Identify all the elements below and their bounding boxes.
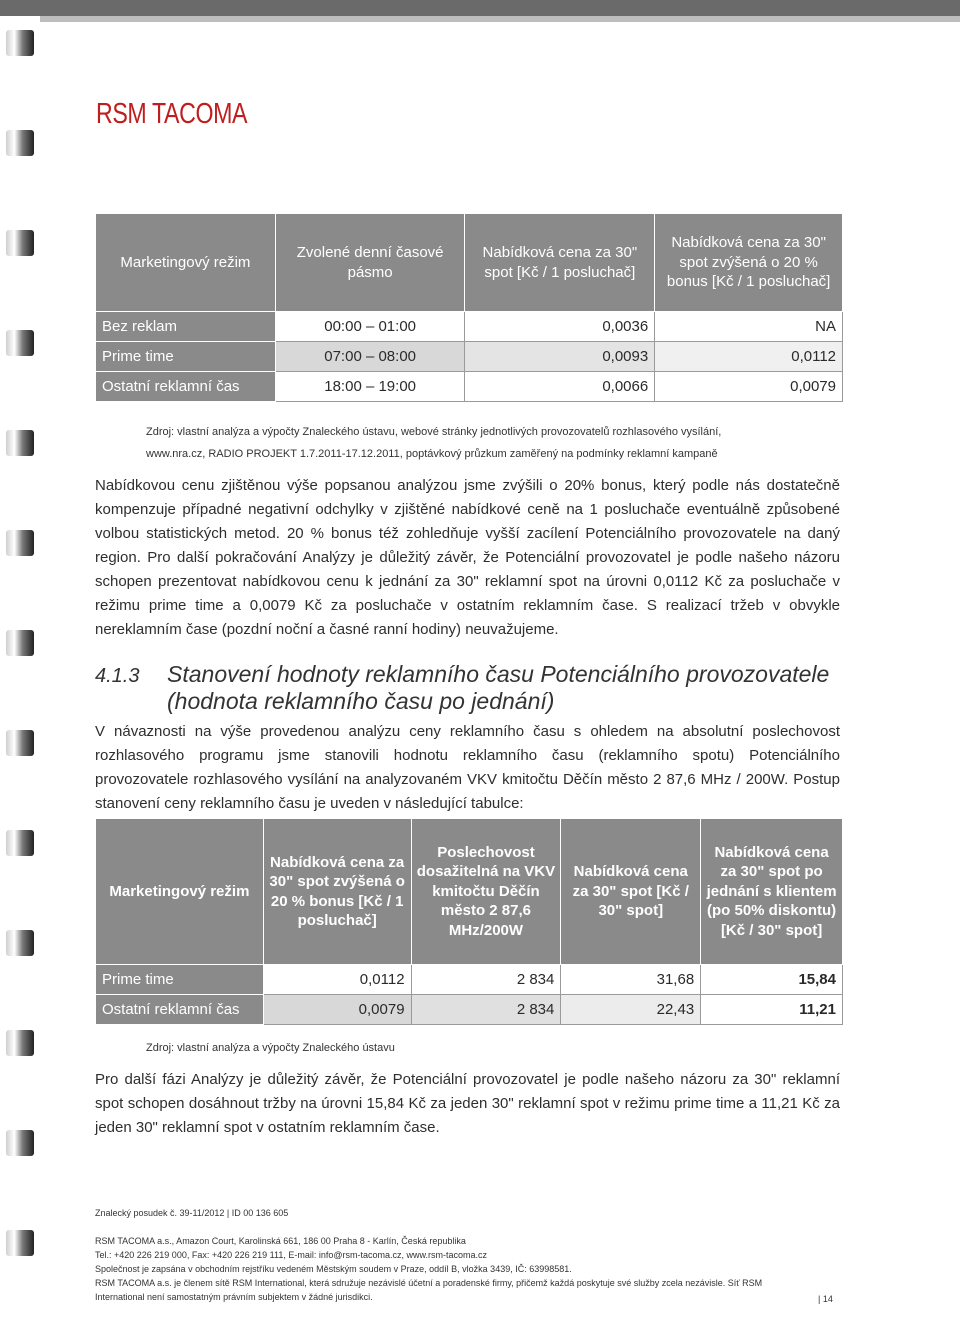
price-table (95, 213, 843, 402)
value-table (95, 818, 843, 1025)
cell: 2 834 (411, 965, 561, 995)
cell: 0,0079 (655, 372, 843, 402)
header-cell: Marketingový režim (96, 214, 276, 312)
page-number: | 14 (818, 1294, 833, 1304)
table-row (96, 995, 843, 1025)
footer-reference: Znalecký posudek č. 39-11/2012 | ID 00 136 605 (95, 1208, 289, 1218)
footer-contact: Tel.: +420 226 219 000, Fax: +420 226 219 111, E-mail: info@rsm-tacoma.cz, www.rsm-tacoma.cz (95, 1250, 487, 1260)
source-note-table2: Zdroj: vlastní analýza a výpočty Znaleckého ústavu (146, 1042, 395, 1054)
paragraph-method: V návaznosti na výše provedenou analýzu ceny reklamního času s ohledem na absolutní poslechovost rozhlasového programu jsme stanovili hodnotu reklamního času (reklamního spotu) Potenciálního provozovatele rozhlasového vysílání na analyzovaném VKV kmitočtu Děčín město 2 87,6 MHz / 200W. Postup stanovení ceny reklamního času je uveden v následující tabulce: (95, 723, 840, 812)
table-row (96, 312, 843, 342)
cell: 00:00 – 01:00 (275, 312, 465, 342)
row-label: Prime time (96, 342, 276, 372)
source-note-line1: Zdroj: vlastní analýza a výpočty Znaleckého ústavu, webové stránky jednotlivých provozovatelů rozhlasového vysílání, (146, 426, 722, 438)
row-label: Ostatní reklamní čas (96, 995, 264, 1025)
cell: NA (655, 312, 843, 342)
cell: 07:00 – 08:00 (275, 342, 465, 372)
row-label: Ostatní reklamní čas (96, 372, 276, 402)
header-cell: Marketingový režim (96, 819, 264, 965)
cell: 15,84 (701, 965, 843, 995)
header-cell: Nabídková cena za 30" spot po jednání s klientem (po 50% diskontu) [Kč / 30" spot] (701, 819, 843, 965)
header-cell: Nabídková cena za 30" spot [Kč / 1 posluchač] (465, 214, 655, 312)
header-cell: Poslechovost dosažitelná na VKV kmitočtu Děčín město 2 87,6 MHz/200W (411, 819, 561, 965)
table-row (96, 965, 843, 995)
cell: 0,0112 (263, 965, 411, 995)
header-cell: Nabídková cena za 30" spot [Kč / 30" spot] (561, 819, 701, 965)
section-number: 4.1.3 (95, 665, 140, 687)
cell: 31,68 (561, 965, 701, 995)
cell: 22,43 (561, 995, 701, 1025)
cell: 0,0079 (263, 995, 411, 1025)
source-note-line2: www.nra.cz, RADIO PROJEKT 1.7.2011-17.12.2011, poptávkový průzkum zaměřený na podmínky reklamní kampaně (146, 448, 718, 460)
rsm-tacoma-logo: RSM TACOMA (96, 98, 248, 130)
header-cell: Zvolené denní časové pásmo (275, 214, 465, 312)
paragraph-conclusion: Pro další fázi Analýzy je důležitý závěr, že Potenciální provozovatel je podle našeho názoru za 30" reklamní spot schopen dosáhnout tržby na úrovni 15,84 Kč za jeden 30" reklamní spot v režimu prime time a 11,21 Kč za jeden 30" reklamní spot v ostatním reklamním čase. (95, 1071, 840, 1136)
footer-legal: International není samostatným právním subjektem v žádné jurisdikci. (95, 1292, 373, 1302)
scan-top-bar-light (40, 16, 960, 22)
table-row (96, 342, 843, 372)
cell: 0,0093 (465, 342, 655, 372)
section-title-line1: Stanovení hodnoty reklamního času Potenciálního provozovatele (167, 661, 830, 687)
paragraph-bonus: Nabídkovou cenu zjištěnou výše popsanou analýzou jsme zvýšili o 20% bonus, který podle nás dostatečně kompenzuje případné negativní odchylky v zjištěné nabídkové ceně na 1 posluchače eventuálně způsobené volbou statistických metod. 20 % bonus též zohledňuje vyšší zacílení Potenciálního provozovatele na daný region. Pro další pokračování Analýzy je důležitý závěr, že Potenciální provozovatel je podle našeho názoru schopen prezentovat nabídkovou cenu k jednání za 30" reklamní spot na úrovni 0,0112 Kč za posluchače v režimu prime time a 0,0079 Kč za posluchače v ostatním reklamním čase. S realizací tržeb v obvykle nereklamním čase (pozdní noční a časné ranní hodiny) neuvažujeme. (95, 477, 840, 638)
section-title-line2: (hodnota reklamního času po jednání) (167, 688, 555, 714)
cell: 0,0112 (655, 342, 843, 372)
row-label: Bez reklam (96, 312, 276, 342)
table-row (96, 372, 843, 402)
cell: 2 834 (411, 995, 561, 1025)
cell: 11,21 (701, 995, 843, 1025)
cell: 0,0036 (465, 312, 655, 342)
header-cell: Nabídková cena za 30" spot zvýšená o 20 % bonus [Kč / 1 posluchač] (263, 819, 411, 965)
binding-rings (0, 30, 40, 1330)
row-label: Prime time (96, 965, 264, 995)
cell: 0,0066 (465, 372, 655, 402)
section-heading (95, 662, 855, 714)
scan-top-bar (0, 0, 960, 16)
footer-registry: Společnost je zapsána v obchodním rejstříku vedeném Městským soudem v Praze, oddíl B, vložka 3439, IČ: 63998581. (95, 1264, 572, 1274)
header-cell: Nabídková cena za 30" spot zvýšená o 20 % bonus [Kč / 1 posluchač] (655, 214, 843, 312)
cell: 18:00 – 19:00 (275, 372, 465, 402)
footer-address: RSM TACOMA a.s., Amazon Court, Karolinská 661, 186 00 Praha 8 - Karlín, Česká republika (95, 1236, 466, 1246)
footer-network: RSM TACOMA a.s. je členem sítě RSM International, která sdružuje nezávislé účetní a poradenské firmy, přičemž každá poskytuje své služby zcela nezávisle. Síť RSM (95, 1278, 763, 1288)
